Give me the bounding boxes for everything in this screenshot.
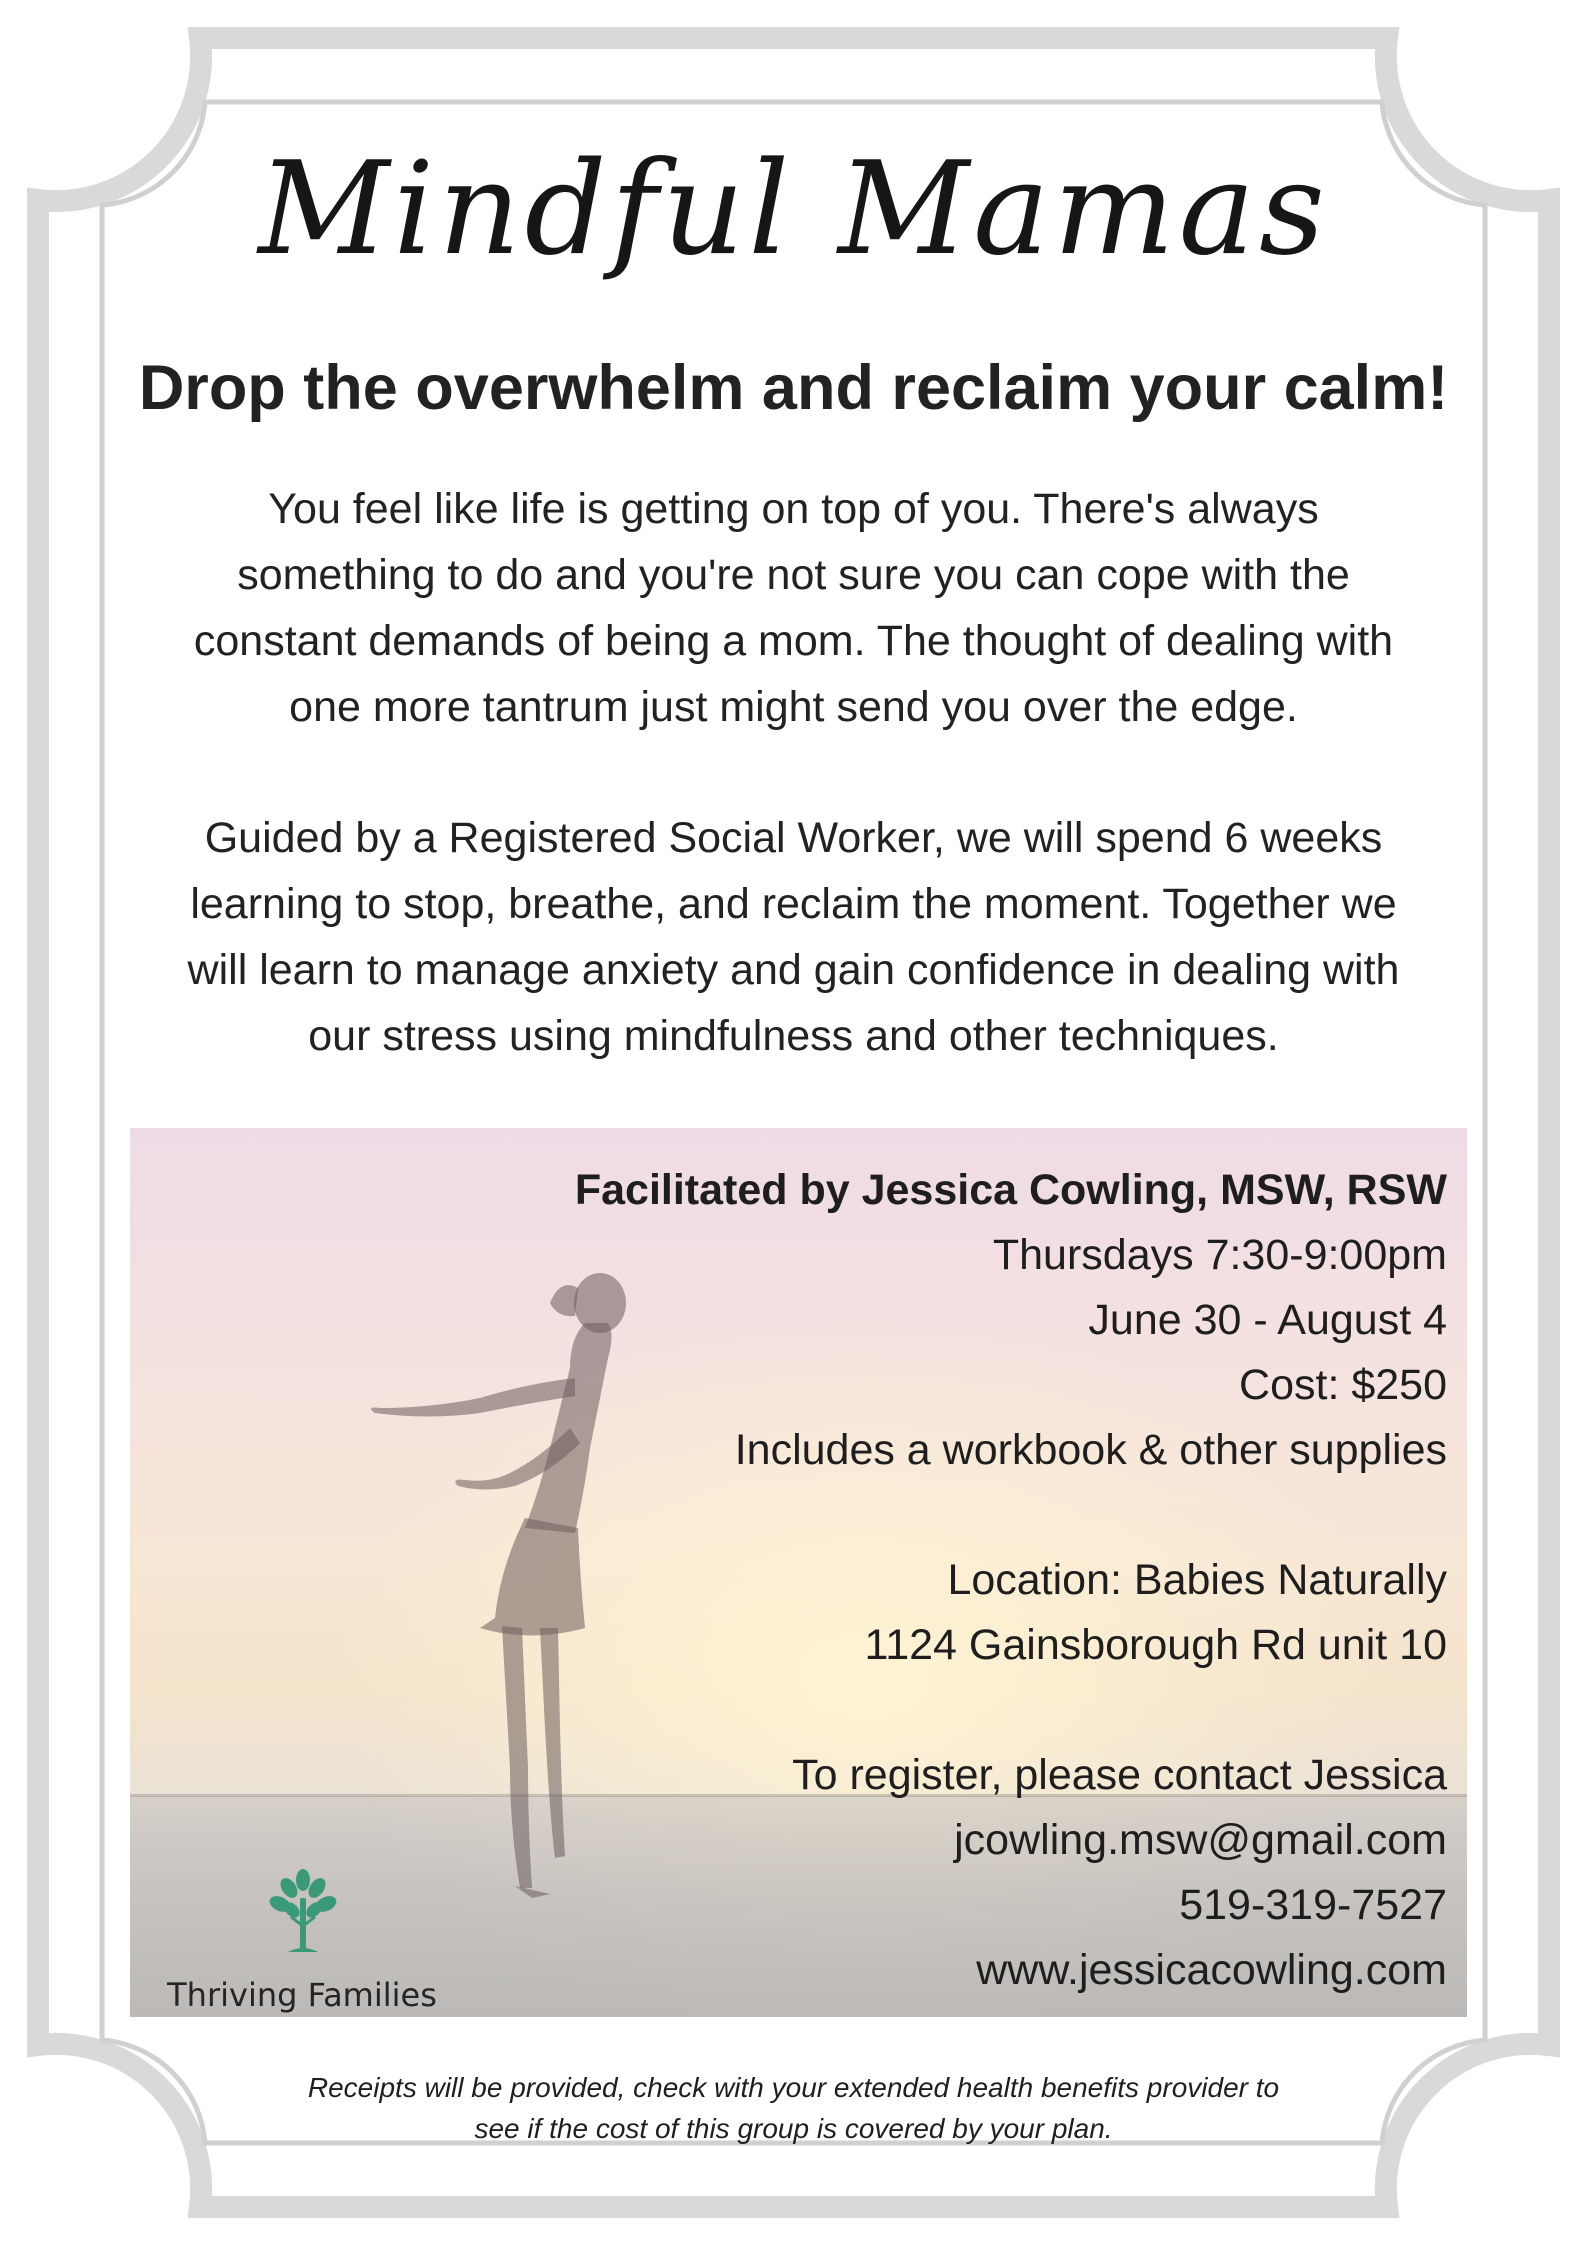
location-text: Location: Babies Naturally	[947, 1556, 1447, 1604]
cost-text: Cost: $250	[1239, 1361, 1447, 1409]
program-line: Guided by a Registered Social Worker, we will spend 6 weeks	[204, 814, 1383, 862]
intro-line: one more tantrum just might send you over the edge.	[289, 683, 1298, 731]
spacer	[447, 1483, 1447, 1548]
intro-paragraph	[120, 476, 1467, 740]
program-line: will learn to manage anxiety and gain confidence in dealing with	[187, 946, 1400, 994]
spacer	[447, 1678, 1447, 1743]
program-line: learning to stop, breathe, and reclaim the moment. Together we	[190, 880, 1397, 928]
tagline: Drop the overwhelm and reclaim your calm!	[138, 353, 1449, 423]
intro-line: constant demands of being a mom. The thought of dealing with	[193, 617, 1394, 665]
phone-text: 519-319-7527	[1179, 1881, 1447, 1929]
email-text: jcowling.msw@gmail.com	[954, 1816, 1447, 1864]
details-panel	[130, 1128, 1467, 2017]
program-paragraph	[120, 805, 1467, 1069]
schedule-text: Thursdays 7:30-9:00pm	[992, 1231, 1447, 1279]
dates-text: June 30 - August 4	[1088, 1296, 1447, 1344]
intro-line: something to do and you're not sure you can cope with the	[237, 551, 1350, 599]
includes-text: Includes a workbook & other supplies	[734, 1426, 1447, 1474]
facilitator-text: Facilitated by Jessica Cowling, MSW, RSW	[574, 1166, 1447, 1214]
register-text: To register, please contact Jessica	[792, 1751, 1447, 1799]
program-line: our stress using mindfulness and other techniques.	[308, 1012, 1279, 1060]
tree-icon	[268, 1868, 338, 1968]
website-text: www.jessicacowling.com	[976, 1946, 1447, 1994]
event-details	[447, 1158, 1447, 2003]
page-title: Mindful Mamas	[258, 135, 1329, 284]
footer-line: Receipts will be provided, check with your extended health benefits provider to	[307, 2072, 1280, 2103]
footer-line: see if the cost of this group is covered by your plan.	[474, 2113, 1113, 2144]
logo-text: Thriving Families	[167, 1976, 437, 2014]
footer-note	[0, 2067, 1587, 2149]
address-text: 1124 Gainsborough Rd unit 10	[864, 1621, 1447, 1669]
intro-line: You feel like life is getting on top of you. There's always	[268, 485, 1319, 533]
